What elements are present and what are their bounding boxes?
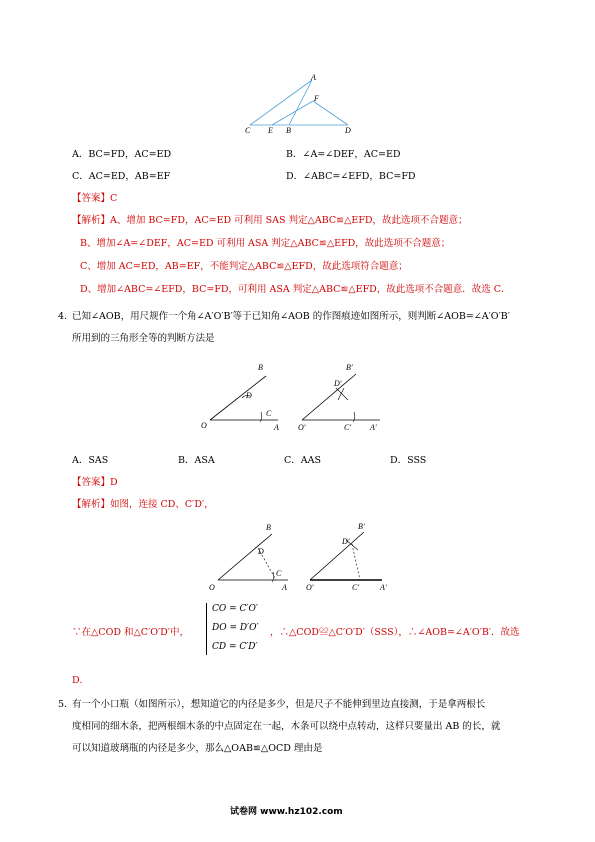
q4-fig2-label-B: B′ <box>346 363 353 372</box>
q4-construction-figure <box>198 360 398 435</box>
q4-system-eq-1: CO = C′O′ <box>212 604 258 614</box>
q4-proof-figure <box>206 520 406 596</box>
q4-stem-line-1: 已知∠AOB，用尺规作一个角∠A′O′B′等于已知角∠AOB 的作图痕迹如图所示，则判断∠AOB=∠A′O′B′ <box>72 311 510 322</box>
q3-answer: 【答案】C <box>72 193 118 204</box>
q3-option-a: A．BC=FD，AC=ED <box>72 149 172 160</box>
q4-proof-end: D． <box>72 675 90 686</box>
q3-label-A: A <box>311 73 316 82</box>
q4-system-eq-3: CD = C′D′ <box>212 642 258 652</box>
q4-fig4-label-C: C′ <box>352 583 360 592</box>
q4-fig2-label-A: A′ <box>370 423 377 432</box>
q5-number: 5. <box>58 699 68 710</box>
q4-fig2-label-O: O′ <box>298 423 306 432</box>
q4-fig1-label-O: O <box>201 421 207 430</box>
q3-option-c: C．AC=ED，AB=EF <box>72 171 171 182</box>
q5-line-1: 有一个小口瓶（如图所示），想知道它的内径是多少，但是尺子不能伸到里边直接测，于是拿两根长 <box>72 699 486 710</box>
q4-stem-line-2: 所用到的三角形全等的判断方法是 <box>72 333 215 344</box>
q4-fig4-label-O: O′ <box>306 583 314 592</box>
q4-fig1-label-B: B <box>258 363 263 372</box>
footer-site-name: 试卷网 www.hz102.com <box>230 807 343 817</box>
q4-answer: 【答案】D <box>72 477 118 488</box>
q4-number: 4. <box>58 311 68 322</box>
q3-analysis-line-2: B、增加∠A=∠DEF，AC=ED 可利用 ASA 判定△ABC≌△EFD，故此选项不合题意； <box>80 238 451 249</box>
q4-fig4-label-B: B′ <box>358 522 365 531</box>
q4-system-eq-2: DO = D′O′ <box>212 623 259 633</box>
q4-option-d: D．SSS <box>390 455 427 466</box>
q5-line-3: 可以知道玻璃瓶的内径是多少，那么△OAB≌△OCD 理由是 <box>72 743 323 754</box>
q4-fig3-label-A: A <box>282 583 287 592</box>
q3-triangle-figure <box>240 74 360 136</box>
q3-analysis-line-1: 【解析】A、增加 BC=FD，AC=ED 可利用 SAS 判定△ABC≌△EFD，故此选项不合题意； <box>72 215 468 226</box>
q3-label-D: D <box>345 126 351 135</box>
q4-fig4-label-D: D′ <box>342 537 350 546</box>
q4-option-b: B．ASA <box>178 455 215 466</box>
q5-line-2: 度相同的细木条，把两根细木条的中点固定在一起，木条可以绕中点转动，这样只要量出 AB 的长，就 <box>72 721 501 732</box>
q3-label-B: B <box>286 126 291 135</box>
q4-fig3-label-C: C <box>276 569 282 578</box>
q4-option-c: C．AAS <box>284 455 321 466</box>
q4-option-a: A．SAS <box>72 455 109 466</box>
system-brace <box>206 603 207 655</box>
q3-label-C: C <box>245 126 251 135</box>
q4-fig1-label-A: A <box>274 423 279 432</box>
q3-option-d: D．∠ABC=∠EFD，BC=FD <box>286 171 416 182</box>
q4-fig4-label-A: A′ <box>380 583 387 592</box>
q4-fig3-label-D: D <box>258 547 264 556</box>
q4-fig2-label-D: D′ <box>334 379 342 388</box>
q3-option-b: B．∠A=∠DEF，AC=ED <box>286 149 401 160</box>
q4-proof-prefix: ∵在△COD 和△C′O′D′中， <box>72 627 189 638</box>
q4-proof-suffix: ，∴△COD≌△C′O′D′（SSS），∴∠AOB=∠A′O′B′．故选 <box>270 627 520 638</box>
q4-fig2-label-C: C′ <box>344 423 352 432</box>
q3-analysis-line-4: D、增加∠ABC=∠EFD，BC=FD，可利用 ASA 判定△ABC≌△EFD，故此选项不合题意．故选 C． <box>80 284 511 295</box>
q4-fig3-label-B: B <box>266 523 271 532</box>
q3-label-E: E <box>268 126 273 135</box>
q4-fig1-label-C: C <box>266 409 272 418</box>
q4-analysis-intro: 【解析】如图，连接 CD、C′D′， <box>72 499 214 510</box>
q4-fig1-label-D: D <box>246 391 252 400</box>
q3-label-F: F <box>314 94 319 103</box>
q4-fig3-label-O: O <box>209 583 215 592</box>
q3-analysis-line-3: C、增加 AC=ED，AB=EF，不能判定△ABC≌△EFD，故此选项符合题意； <box>80 261 408 272</box>
